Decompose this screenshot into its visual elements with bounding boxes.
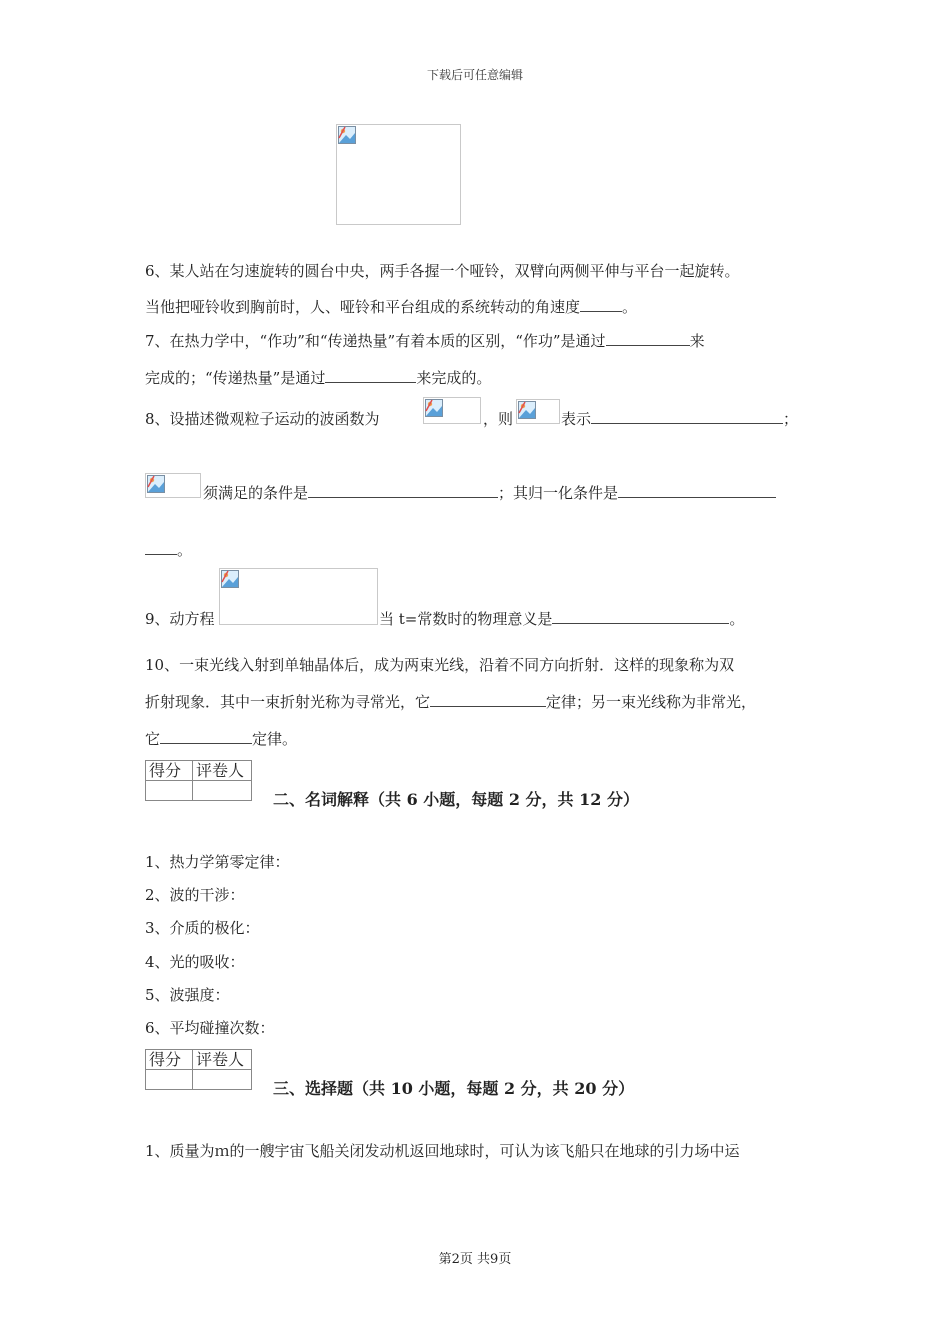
q8-line1b: ，则 xyxy=(483,410,514,428)
broken-image-icon xyxy=(147,475,165,493)
q9-end: 。 xyxy=(729,610,745,628)
list-item: 4、光的吸收： xyxy=(145,953,245,971)
q8-text1: 8、设描述微观粒子运动的波函数为 xyxy=(145,410,380,428)
page-header: 下载后可任意编辑 xyxy=(426,68,523,82)
grader-cell[interactable] xyxy=(193,1070,252,1090)
list-item: 2、波的干涉： xyxy=(145,886,245,904)
grader-header: 评卷人 xyxy=(193,761,252,781)
broken-image-icon xyxy=(338,126,356,144)
q8-blank1[interactable] xyxy=(591,409,783,424)
q7-line2 xyxy=(145,368,491,388)
q10-text4: 定律。 xyxy=(252,730,298,748)
q7-text3: 完成的；“传递热量”是通过 xyxy=(145,369,326,387)
q7-text2: 来 xyxy=(689,332,705,350)
q8-line1c xyxy=(561,409,798,429)
broken-image-icon xyxy=(221,570,239,588)
q10-line1: 10、一束光线入射到单轴晶体后，成为两束光线，沿着不同方向折射．这样的现象称为双 xyxy=(145,656,735,674)
q10-line2 xyxy=(145,692,756,712)
q8-text5: 须满足的条件是 xyxy=(203,484,309,502)
q9-text: 当 t=常数时的物理意义是 xyxy=(379,610,553,628)
q6-line2 xyxy=(145,297,637,317)
q10-blank1[interactable] xyxy=(430,692,546,707)
equation-image xyxy=(219,568,378,625)
q7-blank2[interactable] xyxy=(325,368,416,383)
grader-header: 评卷人 xyxy=(193,1050,252,1070)
q10-line3 xyxy=(145,729,297,749)
score-cell[interactable] xyxy=(146,1070,193,1090)
q8-blank3-cont[interactable] xyxy=(145,540,177,555)
q6-end: 。 xyxy=(622,298,638,316)
q8-end: 。 xyxy=(177,541,193,559)
wavefunction-image xyxy=(423,397,481,424)
q8-text4: ； xyxy=(783,410,799,428)
score-table xyxy=(145,760,252,801)
score-cell[interactable] xyxy=(146,781,193,801)
q6-line1: 6、某人站在匀速旋转的圆台中央，两手各握一个哑铃，双臂向两侧平伸与平台一起旋转。 xyxy=(145,262,740,280)
section2-title: 二、名词解释（共 6 小题，每题 2 分，共 12 分） xyxy=(273,790,639,809)
q6-text: 当他把哑铃收到胸前时，人、哑铃和平台组成的系统转动的角速度 xyxy=(145,298,581,316)
list-item: 3、介质的极化： xyxy=(145,919,260,937)
section3-q1: 1、质量为ｍ的一艘宇宙飞船关闭发动机返回地球时，可认为该飞船只在地球的引力场中运 xyxy=(145,1142,740,1160)
q8-line3 xyxy=(145,540,192,560)
q10-text2: 定律；另一束光线称为非常光， xyxy=(546,693,757,711)
q7-text1: 7、在热力学中，“作功”和“传递热量”有着本质的区别，“作功”是通过 xyxy=(145,332,606,350)
q9-blank[interactable] xyxy=(552,609,729,624)
page-footer: 第2页 共9页 xyxy=(438,1252,512,1267)
grader-cell[interactable] xyxy=(193,781,252,801)
q8-blank3[interactable] xyxy=(618,483,776,498)
q8-text3: 表示 xyxy=(561,410,592,428)
q8-blank2[interactable] xyxy=(308,483,498,498)
q9-line xyxy=(379,609,744,629)
q7-blank1[interactable] xyxy=(606,331,690,346)
probability-image xyxy=(516,399,560,424)
broken-image-icon xyxy=(518,401,536,419)
q9-label: 9、动方程 xyxy=(145,610,215,628)
score-header: 得分 xyxy=(146,761,193,781)
q7-line1 xyxy=(145,331,705,351)
q10-text1: 折射现象．其中一束折射光称为寻常光，它 xyxy=(145,693,431,711)
q8-text6: ；其归一化条件是 xyxy=(498,484,619,502)
list-item: 1、热力学第零定律： xyxy=(145,853,290,871)
condition-image xyxy=(145,473,201,498)
section3-title: 三、选择题（共 10 小题，每题 2 分，共 20 分） xyxy=(273,1079,635,1098)
figure-image xyxy=(336,124,461,225)
q8-line2 xyxy=(203,483,776,503)
score-header: 得分 xyxy=(146,1050,193,1070)
q7-text4: 来完成的。 xyxy=(416,369,492,387)
list-item: 5、波强度： xyxy=(145,986,230,1004)
q10-text3: 它 xyxy=(145,730,161,748)
broken-image-icon xyxy=(425,399,443,417)
q6-blank[interactable] xyxy=(580,297,622,312)
q10-blank2[interactable] xyxy=(160,729,252,744)
score-table xyxy=(145,1049,252,1090)
list-item: 6、平均碰撞次数： xyxy=(145,1019,275,1037)
q8-line1 xyxy=(145,409,380,429)
